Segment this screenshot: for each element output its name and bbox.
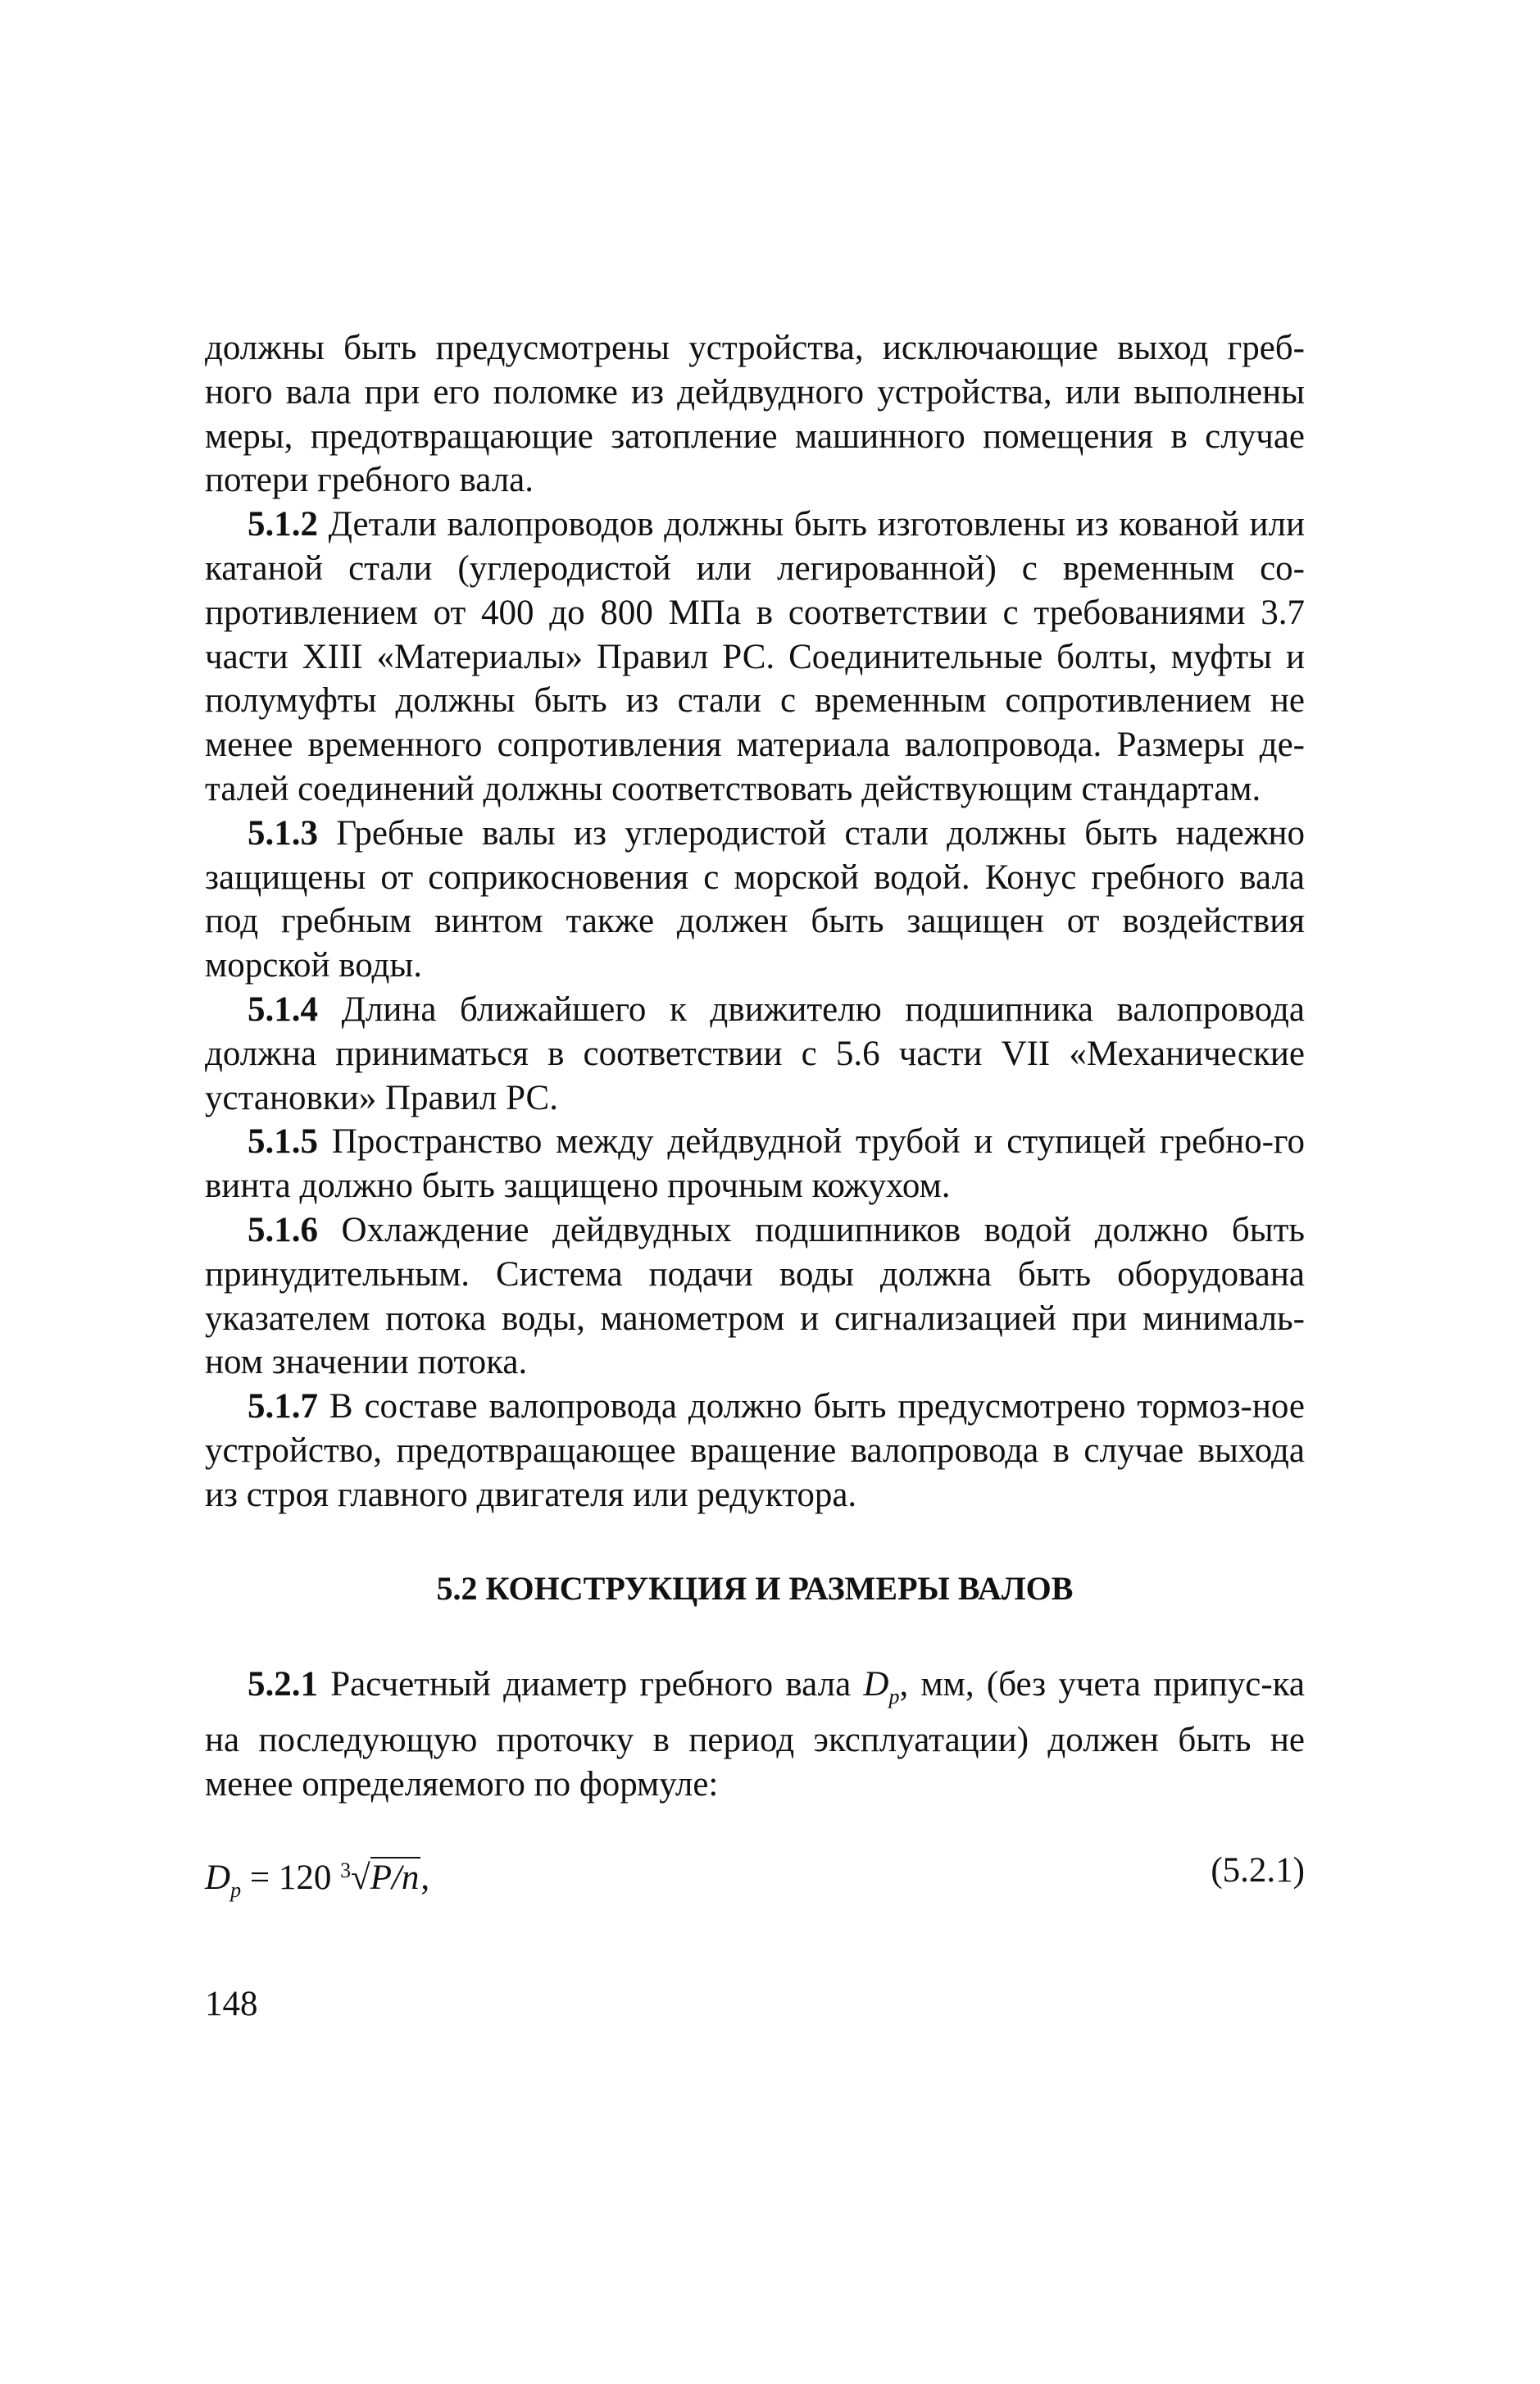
paragraph-text: Пространство между дейдвудной трубой и ступицей гребно-го винта должно быть защищено прочным кожухом. xyxy=(205,1122,1305,1206)
clause-number: 5.1.7 xyxy=(248,1387,318,1426)
clause-number: 5.1.3 xyxy=(248,813,318,853)
paragraph-5-2-1 xyxy=(205,1663,1305,1807)
clause-number: 5.1.6 xyxy=(248,1210,318,1249)
paragraph-5-1-3 xyxy=(205,812,1305,988)
paragraph-5-1-2 xyxy=(205,503,1305,812)
paragraph-5-1-5 xyxy=(205,1120,1305,1208)
formula-lhs-subscript: p xyxy=(230,1877,242,1902)
root-index: 3 xyxy=(340,1858,352,1882)
clause-number: 5.2.1 xyxy=(248,1664,318,1704)
paragraph-5-1-4 xyxy=(205,988,1305,1120)
clause-number: 5.1.5 xyxy=(248,1122,318,1162)
paragraph-text: В составе валопровода должно быть предусмотрено тормоз-ное устройство, предотвращающее вращение валопровода в случае выхода из строя главного двигателя или редуктора. xyxy=(205,1387,1305,1514)
paragraph-text: , мм, (без учета припус-ка на последующую проточку в период эксплуатации) должен быть не менее определяемого по формуле: xyxy=(205,1664,1305,1804)
paragraph-text: Охлаждение дейдвудных подшипников водой должно быть принудительным. Система подачи воды должна быть оборудована указателем потока воды, манометром и сигнализацией при минималь-ном значении потока. xyxy=(205,1210,1305,1382)
formula xyxy=(205,1846,1305,1902)
symbol-subscript: p xyxy=(888,1684,900,1708)
clause-number: 5.1.4 xyxy=(248,990,318,1029)
cube-root xyxy=(340,1846,420,1903)
paragraph-text: Гребные валы из углеродистой стали должны быть надежно защищены от соприкосновения с морской водой. Конус гребного вала под гребным винтом также должен быть защищен от воздействия морской воды. xyxy=(205,813,1305,985)
formula-equals: = 120 xyxy=(241,1858,341,1897)
paragraph-5-1-6 xyxy=(205,1208,1305,1385)
paragraph-5-1-7 xyxy=(205,1385,1305,1517)
page-number: 148 xyxy=(205,1985,258,2023)
paragraph-text: должны быть предусмотрены устройства, исключающие выход греб-ного вала при его поломке из дейдвудного устройства, или выполнены меры, предотвращающие затопление машинного помещения в случае потери гребного вала. xyxy=(205,329,1305,500)
clause-number: 5.1.2 xyxy=(248,505,318,544)
formula-number: (5.2.1) xyxy=(1211,1850,1305,1890)
paragraph-continuation xyxy=(205,326,1305,503)
radical-sign: √ xyxy=(351,1858,370,1897)
symbol-d: D xyxy=(863,1664,889,1704)
formula-trail: , xyxy=(420,1858,430,1897)
page-body xyxy=(205,326,1305,1902)
radicand: P/n xyxy=(370,1858,420,1897)
paragraph-text: Расчетный диаметр гребного вала xyxy=(318,1664,864,1704)
formula-expression xyxy=(205,1846,429,1915)
formula-lhs: D xyxy=(205,1858,231,1897)
section-heading: 5.2 КОНСТРУКЦИЯ И РАЗМЕРЫ ВАЛОВ xyxy=(436,1569,1074,1607)
paragraph-text: Детали валопроводов должны быть изготовлены из кованой или катаной стали (углеродистой или легированной) с временным со-противлением от 400 до 800 МПа в соответствии с требованиями 3.7 части XIII «Материалы» Правил РС. Соединительные болты, муфты и полумуфты должны быть из стали с временным сопротивлением не менее временного сопротивления материала валопровода. Размеры де-талей соединений должны соответствовать действующим стандартам. xyxy=(205,505,1305,808)
paragraph-text: Длина ближайшего к движителю подшипника валопровода должна приниматься в соответствии с 5.6 части VII «Механические установки» Правил РС. xyxy=(205,990,1305,1117)
